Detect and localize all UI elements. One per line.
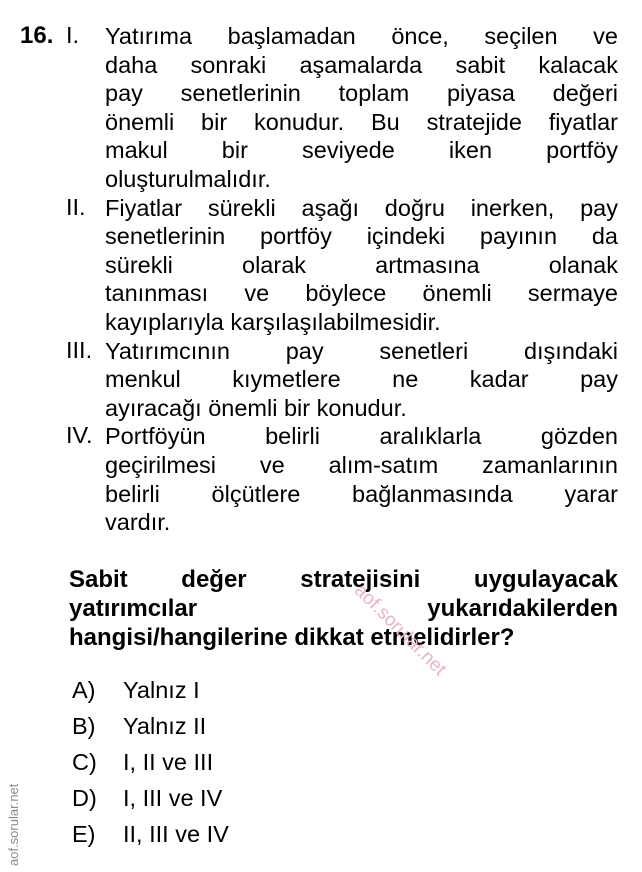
option-letter[interactable]: C) bbox=[72, 749, 97, 775]
question-number: 16. bbox=[20, 22, 54, 49]
option-text[interactable]: I, II ve III bbox=[123, 749, 214, 775]
watermark: aof.sorular.net bbox=[350, 580, 451, 681]
statement-label: I. bbox=[66, 22, 80, 48]
question-line: yatırımcılar yukarıdakilerden bbox=[69, 595, 618, 622]
statement-line: senetlerinin portföy içindeki payının da bbox=[105, 223, 618, 250]
statement-line: daha sonraki aşamalarda sabit kalacak bbox=[105, 51, 618, 78]
statement-label: II. bbox=[66, 193, 86, 220]
statement-line: vardır. bbox=[105, 509, 171, 536]
statement-line: sürekli olarak artmasına olanak bbox=[105, 251, 618, 278]
statement-label: IV. bbox=[66, 422, 93, 449]
option-text[interactable]: Yalnız II bbox=[123, 713, 207, 739]
statement-line: pay senetlerinin toplam piyasa değeri bbox=[105, 80, 618, 107]
statement-line: önemli bir konudur. Bu stratejide fiyatlar bbox=[105, 108, 618, 135]
statement-line: Fiyatlar sürekli aşağı doğru inerken, pay bbox=[105, 194, 618, 221]
statement-line: ayıracağı önemli bir konudur. bbox=[105, 394, 407, 421]
statement-line: Portföyün belirli aralıklarla gözden bbox=[105, 423, 618, 450]
option-text[interactable]: I, III ve IV bbox=[123, 785, 223, 811]
statement-line: oluşturulmalıdır. bbox=[105, 166, 271, 192]
statement-line: menkul kıymetlere ne kadar pay bbox=[105, 366, 618, 393]
statement-line: kayıplarıyla karşılaşılabilmesidir. bbox=[105, 309, 441, 335]
option-text[interactable]: Yalnız I bbox=[123, 677, 200, 703]
option-letter[interactable]: B) bbox=[72, 713, 96, 739]
question-line: Sabit değer stratejisini uygulayacak bbox=[69, 566, 618, 593]
statement-line: belirli ölçütlere bağlanmasında yarar bbox=[105, 480, 618, 507]
statement-label: III. bbox=[66, 336, 93, 363]
option-text[interactable]: II, III ve IV bbox=[123, 821, 229, 847]
side-watermark: aof.sorular.net bbox=[6, 783, 21, 866]
statement-line: geçirilmesi ve alım-satım zamanlarının bbox=[105, 452, 618, 478]
option-letter[interactable]: E) bbox=[72, 821, 96, 847]
statement-line: tanınması ve böylece önemli sermaye bbox=[105, 280, 618, 307]
option-letter[interactable]: D) bbox=[72, 785, 97, 811]
question-line: hangisi/hangilerine dikkat etmelidirler? bbox=[69, 624, 515, 651]
statement-line: Yatırımcının pay senetleri dışındaki bbox=[105, 337, 618, 364]
statement-line: Yatırıma başlamadan önce, seçilen ve bbox=[105, 23, 618, 49]
option-letter[interactable]: A) bbox=[72, 677, 96, 703]
statement-line: makul bir seviyede iken portföy bbox=[105, 137, 618, 164]
